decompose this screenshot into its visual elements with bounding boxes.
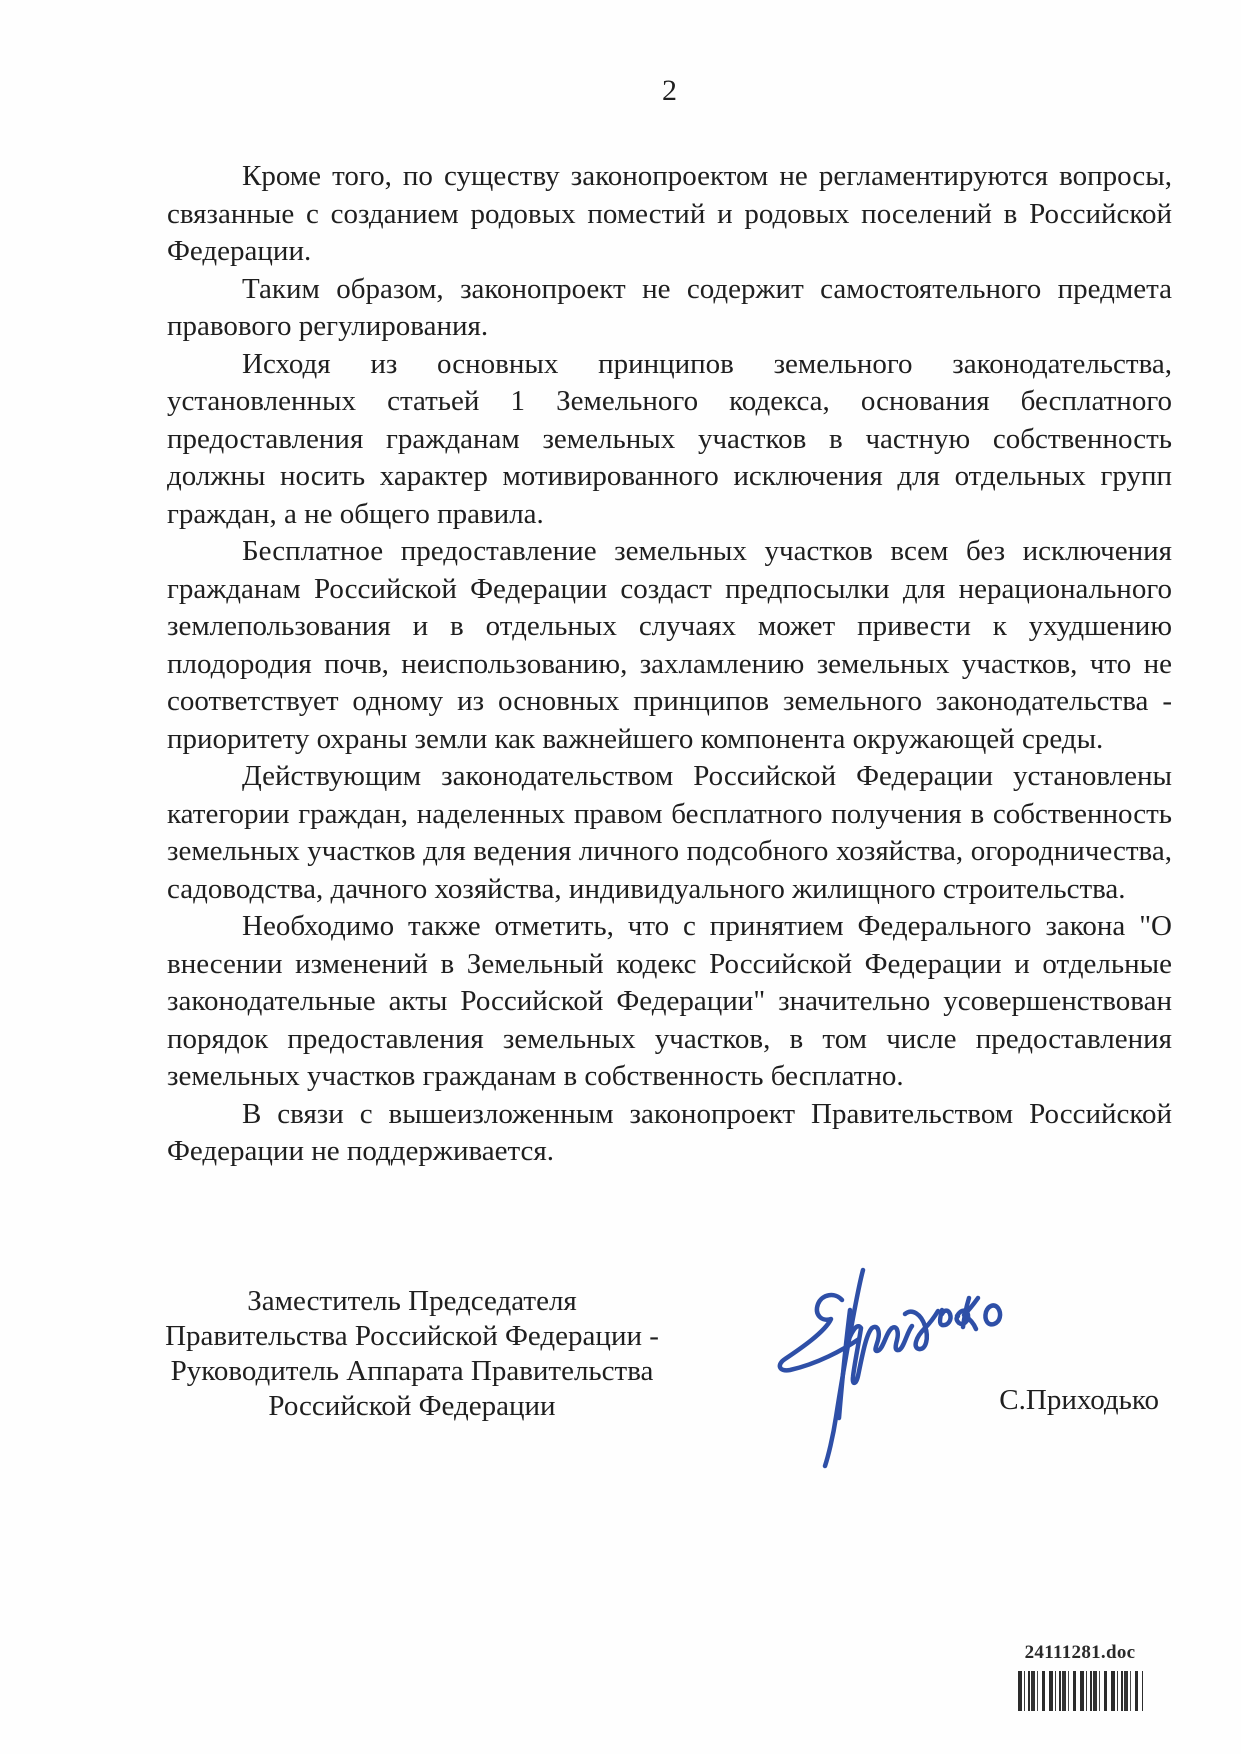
body-paragraph: Исходя из основных принципов земельного законодательства, установленных статьей 1 Земельного кодекса, основания бесплатного предоставления гражданам земельных участков в частную собственность должны носить характер мотивированного исключения для отдельных групп граждан, а не общего правила.: [167, 347, 1172, 530]
body-paragraph: Кроме того, по существу законопроектом не регламентируются вопросы, связанные с созданием родовых поместий и родовых поселений в Российской Федерации.: [167, 160, 1172, 267]
body-paragraph: В связи с вышеизложенным законопроект Правительством Российской Федерации не поддерживается.: [167, 1097, 1172, 1167]
doc-filename-label: 24111281.doc: [1024, 1642, 1136, 1663]
barcode-icon: [1018, 1671, 1143, 1711]
page-number: 2: [662, 74, 677, 107]
body-paragraph: Таким образом, законопроект не содержит самостоятельного предмета правового регулирования.: [167, 272, 1172, 342]
signer-name: С.Приходько: [999, 1384, 1159, 1416]
body-paragraph: Бесплатное предоставление земельных участков всем без исключения гражданам Российской Федерации создаст предпосылки для нерационального землепользования и в отдельных случаях может привести к ухудшению плодородия почв, неиспользованию, захламлению земельных участков, что не соответствует одному из основных принципов земельного законодательства - приоритету охраны земли как важнейшего компонента окружающей среды.: [167, 535, 1172, 755]
signer-title-line: Правительства Российской Федерации -: [165, 1320, 659, 1352]
signer-title-line: Заместитель Председателя: [247, 1285, 577, 1317]
signer-title-line: Руководитель Аппарата Правительства: [170, 1355, 654, 1387]
body-paragraph: Действующим законодательством Российской Федерации установлены категории граждан, наделенных правом бесплатного получения в собственность земельных участков для ведения личного подсобного хозяйства, огородничества, садоводства, дачного хозяйства, индивидуального жилищного строительства.: [167, 760, 1172, 905]
body-paragraph: Необходимо также отметить, что с принятием Федерального закона "О внесении изменений в Земельный кодекс Российской Федерации и отдельные законодательные акты Российской Федерации" значительно усовершенствован порядок предоставления земельных участков, в том числе предоставления земельных участков гражданам в собственность бесплатно.: [167, 910, 1172, 1092]
signer-title-line: Российской Федерации: [268, 1390, 556, 1422]
document-body: [167, 158, 1172, 1171]
